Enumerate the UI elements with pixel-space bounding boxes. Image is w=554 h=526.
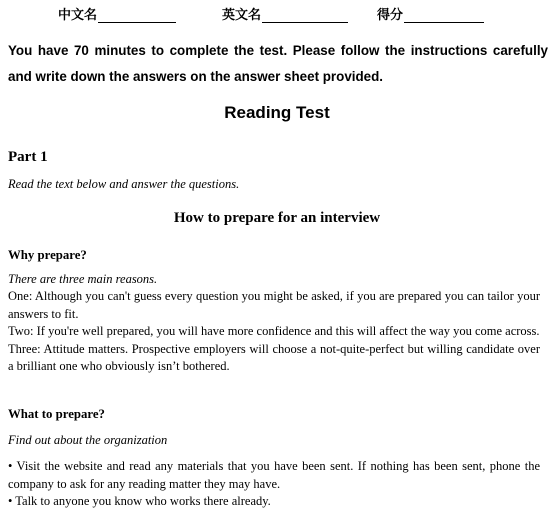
part-title: Part 1 [8, 149, 48, 165]
english-name-field [222, 4, 348, 23]
what-to-prepare-subheading: Find out about the organization [8, 432, 168, 447]
what-to-prepare-heading: What to prepare? [8, 407, 105, 421]
bullet-item: • Talk to anyone you know who works there already. [8, 494, 271, 508]
reason-paragraph: One: Although you can't guess every question you might be asked, if you are prepared you can tailor your answers to fit. [8, 289, 540, 321]
test-instructions: You have 70 minutes to complete the test. Please follow the instructions carefully and write down the answers on the answer sheet provided. [8, 43, 548, 84]
part-instruction: Read the text below and answer the questions. [8, 177, 240, 191]
why-prepare-section [8, 247, 540, 376]
what-to-prepare-section [8, 406, 540, 511]
article-title: How to prepare for an interview [173, 210, 381, 226]
bullet-item: • Visit the website and read any materials that you have been sent. If nothing has been sent, phone the company to ask for any reading matter they may have. [8, 459, 540, 491]
chinese-name-blank[interactable] [98, 8, 176, 23]
chinese-name-label: 中文名 [58, 8, 98, 23]
section-title: Reading Test [224, 103, 330, 122]
english-name-blank[interactable] [262, 8, 348, 23]
why-prepare-heading: Why prepare? [8, 248, 87, 262]
student-info-header [0, 4, 554, 24]
reason-paragraph: Two: If you're well prepared, you will have more confidence and this will affect the way you come across. [8, 324, 540, 338]
score-blank[interactable] [404, 8, 484, 23]
reason-paragraph: Three: Attitude matters. Prospective employers will choose a not-quite-perfect but willing candidate over a brilliant one who obviously isn’t bothered. [8, 341, 540, 373]
score-label: 得分 [377, 8, 404, 23]
chinese-name-field [58, 4, 176, 23]
score-field [377, 4, 484, 23]
why-prepare-intro: There are three main reasons. [8, 271, 158, 286]
english-name-label: 英文名 [222, 8, 262, 23]
